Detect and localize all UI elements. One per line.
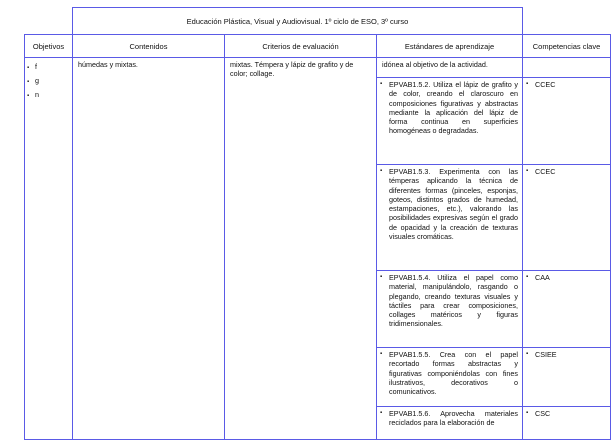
header-estandares: Estándares de aprendizaje [377, 35, 523, 58]
estandar-item: ▪ EPVAB1.5.5. Crea con el papel recortado formas abstractas y figurativas componiéndolas con fines ilustrativos, decorativos o comunicativos. [377, 348, 522, 407]
competencia-item: ▪ CSC [523, 407, 610, 435]
estandar-item: ▪ EPVAB1.5.2. Utiliza el lápiz de grafito y de color, creando el claroscuro en composiciones figurativas y abstractas mediante la aplicación del lápiz de forma continua en superficies homogéneas o degradadas. [377, 78, 522, 165]
objetivos-list [26, 60, 72, 102]
competencia-item [523, 58, 610, 78]
estandar-item: idónea al objetivo de la actividad. [377, 58, 522, 78]
header-contenidos: Contenidos [73, 35, 225, 58]
header-competencias: Competencias clave [523, 35, 611, 58]
objetivo-item: ▪ g [26, 74, 72, 88]
competencia-item: ▪ CCEC [523, 165, 610, 271]
header-objetivos: Objetivos [25, 35, 73, 58]
estandar-item: ▪ EPVAB1.5.3. Experimenta con las témperas aplicando la técnica de diferentes formas (pinceles, esponjas, goteos, distintos grados de humedad, estampaciones, etc.), valorando las posibilidades expresivas según el grado de opacidad y la creación de texturas visuales cromáticas. [377, 165, 522, 271]
objetivo-item: ▪ n [26, 88, 72, 102]
estandares-cell [377, 58, 523, 440]
header-row [25, 35, 611, 58]
criterios-text: mixtas. Témpera y lápiz de grafito y de color; collage. [230, 60, 354, 79]
header-criterios: Criterios de evaluación [225, 35, 377, 58]
objetivos-cell [25, 58, 73, 440]
estandar-item: ▪ EPVAB1.5.6. Aprovecha materiales reciclados para la elaboración de [377, 407, 522, 439]
competencias-cell [523, 58, 611, 440]
curriculum-table [24, 7, 611, 440]
criterios-cell [225, 58, 377, 440]
content-row [25, 58, 611, 440]
estandar-item: ▪ EPVAB1.5.4. Utiliza el papel como material, manipulándolo, rasgando o plegando, creando texturas visuales y táctiles para crear composiciones, collages matéricos y figuras tridimensionales. [377, 271, 522, 348]
competencia-item: ▪ CCEC [523, 78, 610, 165]
contenidos-text: húmedas y mixtas. [78, 60, 138, 69]
objetivo-item: ▪ f [26, 60, 72, 74]
competencia-item: ▪ CSIEE [523, 348, 610, 407]
competencia-item: ▪ CAA [523, 271, 610, 348]
title-corner-right-cell [523, 8, 611, 35]
title-row [25, 8, 611, 35]
table-title: Educación Plástica, Visual y Audiovisual. 1º ciclo de ESO, 3º curso [73, 8, 523, 35]
title-corner-cell [25, 8, 73, 35]
contenidos-cell [73, 58, 225, 440]
